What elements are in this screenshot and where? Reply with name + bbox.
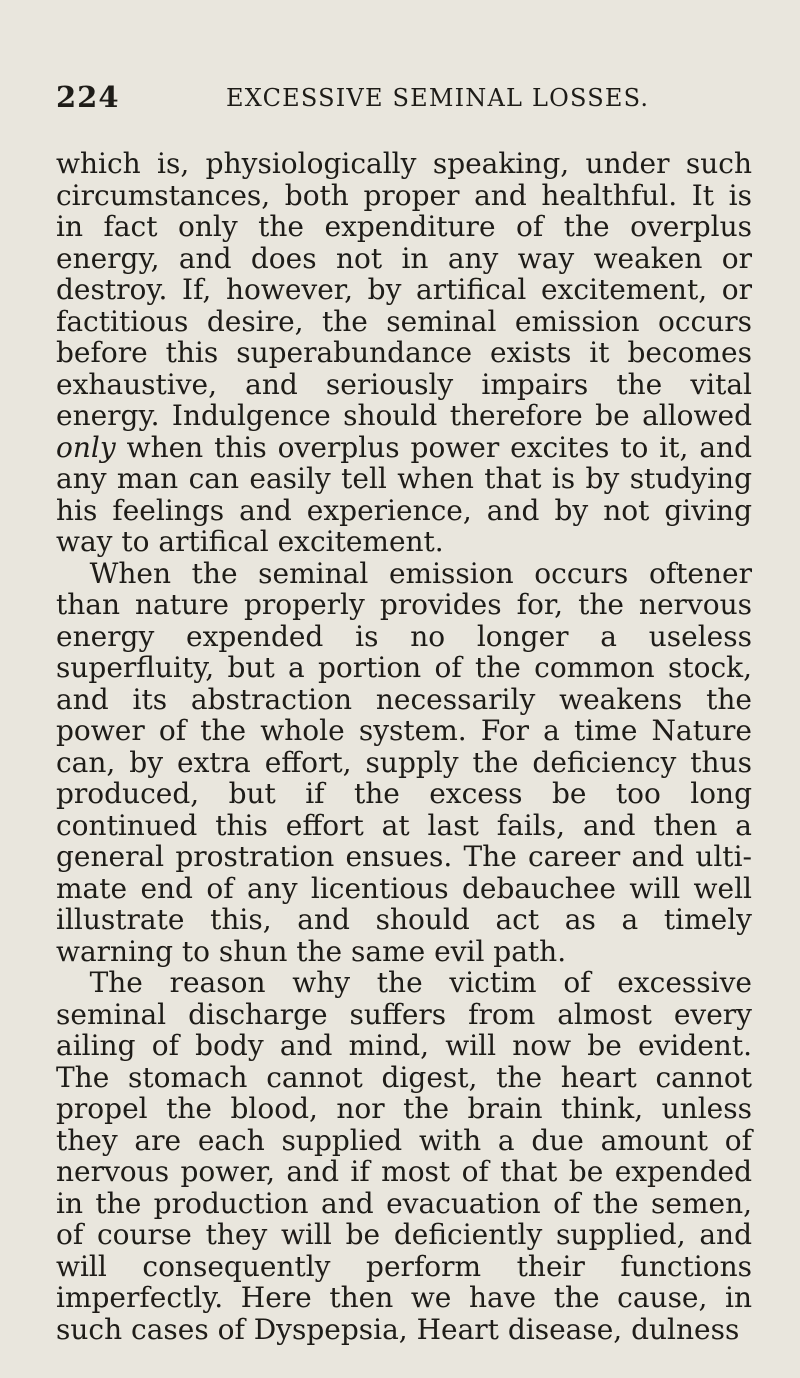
paragraph-1-text-b: when this overplus power excites to it, and any man can easily tell when that is by studying his feelings and experience, and by not giving way to artifical excitement.	[56, 430, 752, 558]
body-text	[56, 148, 752, 1345]
paragraph-1-text-a: which is, physiologically speaking, under such circumstances, both proper and healthful. It is in fact only the expenditure of the overplus energy, and does not in any way weaken or destroy. If, however, by artifical excitement, or factitious desire, the seminal emission occurs before this superabundance exists it becomes exhaustive, and seriously impairs the vital energy. Indulgence should therefore be allowed	[56, 147, 752, 432]
page-header	[56, 80, 756, 120]
emphasis-only: only	[56, 430, 116, 464]
page-number: 224	[56, 80, 120, 114]
running-title: EXCESSIVE SEMINAL LOSSES.	[226, 84, 650, 112]
paragraph-3: The reason why the victim of excessive seminal discharge suffers from almost every ailing of body and mind, will now be evident. The stomach cannot digest, the heart cannot propel the blood, nor the brain think, unless they are each supplied with a due amount of nervous power, and if most of that be expended in the production and evacuation of the semen, of course they will be deficiently supplied, and will consequently perform their functions imperfectly. Here then we have the cause, in such cases of Dyspepsia, Heart disease, dulness	[56, 966, 752, 1346]
paragraph-1	[56, 148, 752, 558]
paragraph-2: When the seminal emission occurs oftener than nature properly provides for, the nervous energy expended is no longer a useless superfluity, but a portion of the common stock, and its abstraction necessarily weakens the power of the whole system. For a time Nature can, by extra effort, supply the deficiency thus produced, but if the excess be too long continued this effort at last fails, and then a general prostration ensues. The career and ultimate end of any licentious debauchee will well illustrate this, and should act as a timely warning to shun the same evil path.	[56, 556, 752, 968]
